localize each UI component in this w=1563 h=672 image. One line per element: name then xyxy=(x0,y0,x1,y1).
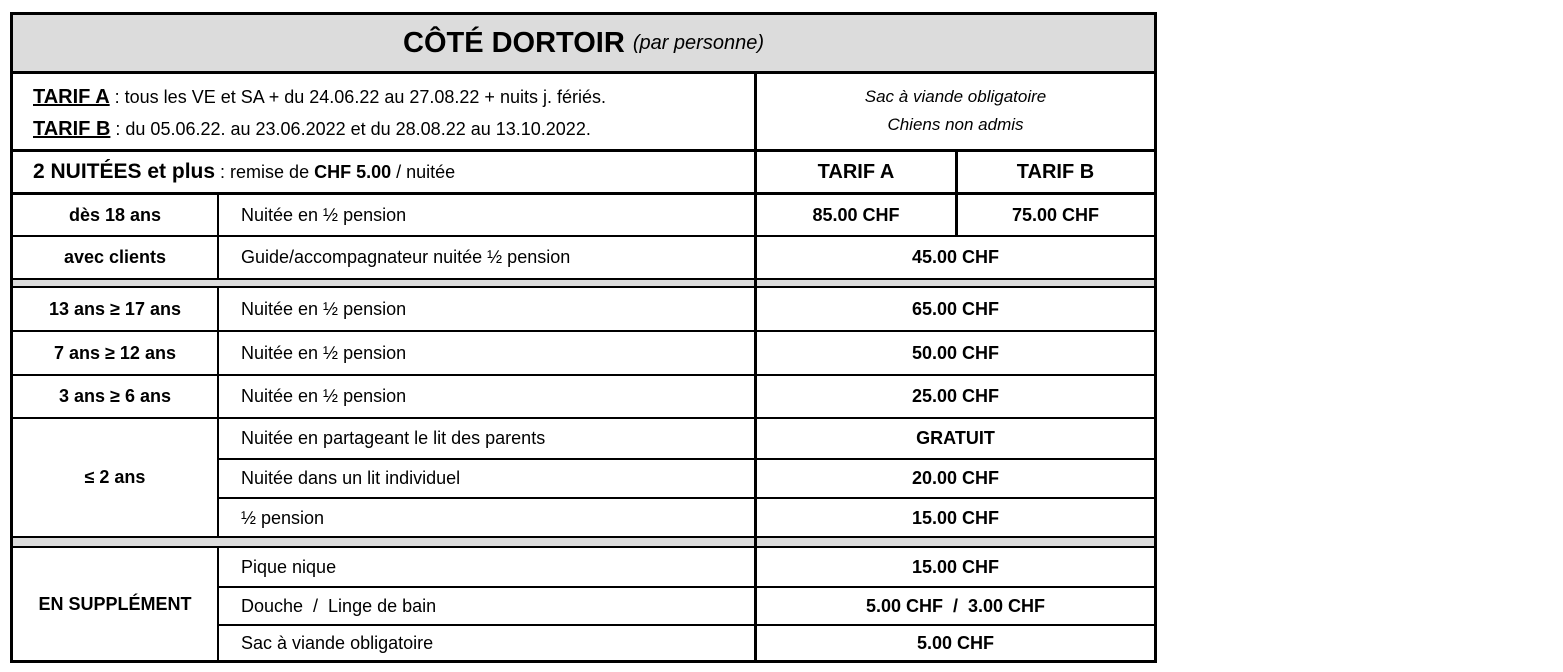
child-13-17-desc: Nuitée en ½ pension xyxy=(241,298,407,319)
tarif-a-text: : tous les VE et SA + du 24.06.22 au 27.08.22 + nuits j. fériés. xyxy=(109,86,606,107)
child-3-6-price: 25.00 CHF xyxy=(911,386,1000,406)
infant-own-bed-price: 20.00 CHF xyxy=(911,468,1000,488)
supplement-douche-price: 5.00 CHF / 3.00 CHF xyxy=(865,595,1046,616)
supplement-pique-nique-desc: Pique nique xyxy=(241,556,337,577)
supplement-douche-desc: Douche / Linge de bain xyxy=(241,595,437,616)
tarif-a-label: TARIF A xyxy=(33,85,110,108)
adult-desc: Nuitée en ½ pension xyxy=(241,204,407,225)
remise-text1: : remise de xyxy=(215,161,315,182)
pricing-table xyxy=(10,12,1157,663)
adult-price-a: 85.00 CHF xyxy=(812,204,900,225)
column-tarif-a: TARIF A xyxy=(817,160,895,183)
child-7-12-desc: Nuitée en ½ pension xyxy=(241,342,407,363)
age-7-12: 7 ans ≥ 12 ans xyxy=(54,342,176,363)
age-guide: avec clients xyxy=(63,247,167,267)
supplement-pique-nique-price: 15.00 CHF xyxy=(911,556,1000,577)
age-adult: dès 18 ans xyxy=(68,204,162,225)
tarif-b-info xyxy=(33,113,753,145)
supplement-label: EN SUPPLÉMENT xyxy=(38,593,192,614)
tarif-b-text: : du 05.06.22. au 23.06.2022 et du 28.08.22 au 13.10.2022. xyxy=(110,118,591,139)
col-divider-tarif xyxy=(955,152,958,237)
guide-desc: Guide/accompagnateur nuitée ½ pension xyxy=(241,247,571,267)
remise-text2: / nuitée xyxy=(391,161,456,182)
note-chiens: Chiens non admis xyxy=(887,115,1024,134)
column-tarif-b: TARIF B xyxy=(1016,160,1095,183)
table-title xyxy=(13,15,1154,71)
tarif-a-info xyxy=(33,81,753,113)
infant-half-board-desc: ½ pension xyxy=(241,507,325,528)
infant-shared-bed-desc: Nuitée en partageant le lit des parents xyxy=(241,428,546,448)
title-main: CÔTÉ DORTOIR xyxy=(403,26,625,59)
separator-band-2 xyxy=(13,538,1154,546)
guide-price: 45.00 CHF xyxy=(911,247,1000,267)
supplement-sac-price: 5.00 CHF xyxy=(916,632,995,653)
remise-amount: CHF 5.00 xyxy=(314,161,392,182)
note-sac-viande: Sac à viande obligatoire xyxy=(864,87,1047,106)
age-3-6: 3 ans ≥ 6 ans xyxy=(59,386,171,406)
remise-bold: 2 NUITÉES et plus xyxy=(33,160,216,183)
tarif-b-label: TARIF B xyxy=(33,117,111,140)
infant-own-bed-desc: Nuitée dans un lit individuel xyxy=(241,468,461,488)
col-divider-main xyxy=(754,74,757,660)
age-infant: ≤ 2 ans xyxy=(84,467,146,487)
child-13-17-price: 65.00 CHF xyxy=(911,298,1000,319)
child-3-6-desc: Nuitée en ½ pension xyxy=(241,386,407,406)
child-7-12-price: 50.00 CHF xyxy=(911,342,1000,363)
age-13-17: 13 ans ≥ 17 ans xyxy=(49,298,181,319)
infant-half-board-price: 15.00 CHF xyxy=(911,507,1000,528)
infant-shared-bed-price: GRATUIT xyxy=(916,428,995,448)
title-subtitle: (par personne) xyxy=(632,31,764,54)
supplement-sac-desc: Sac à viande obligatoire xyxy=(241,632,434,653)
adult-price-b: 75.00 CHF xyxy=(1011,204,1100,225)
remise-info xyxy=(33,152,753,192)
